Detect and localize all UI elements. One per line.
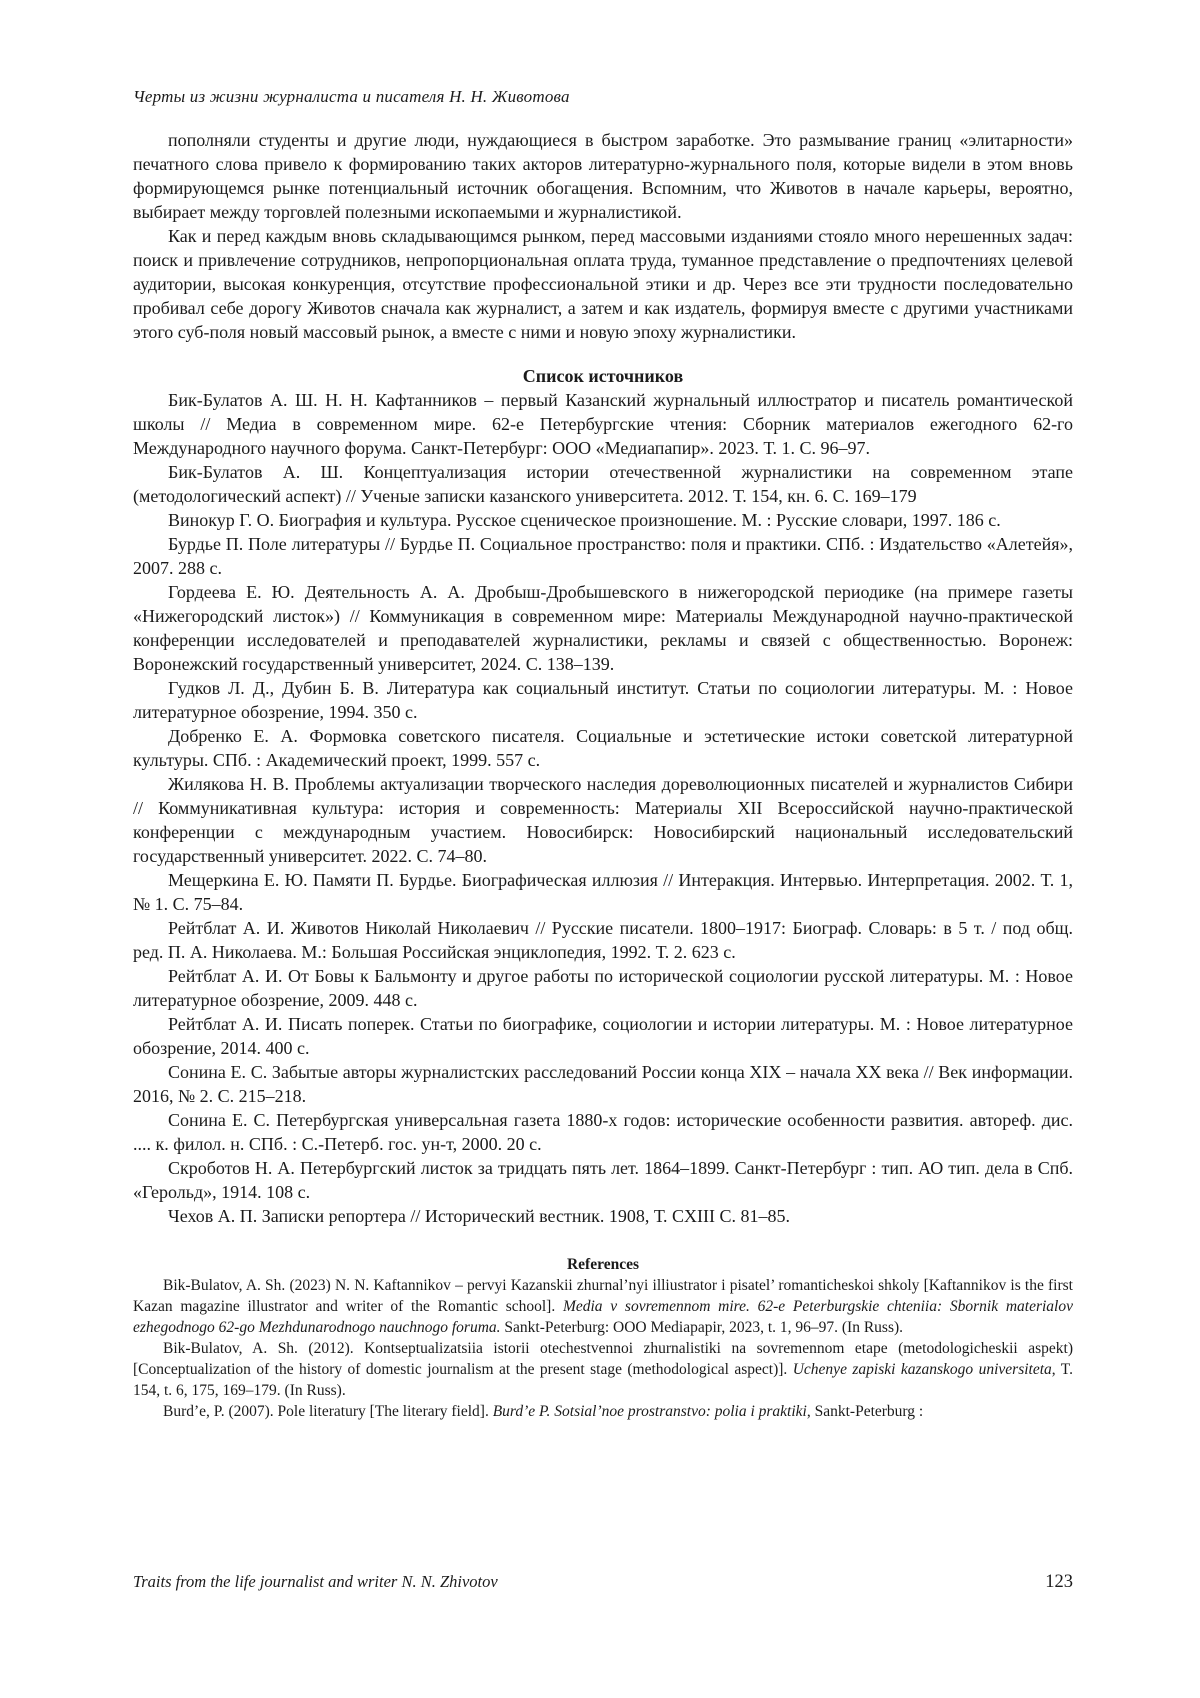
source-entry: Рейтблат А. И. От Бовы к Бальмонту и другое работы по исторической социологии русской литературы. М. : Новое литературное обозрение, 2009. 448 с. — [133, 966, 1073, 1010]
article-body — [133, 128, 1073, 344]
source-entry: Бик-Булатов А. Ш. Концептуализация истории отечественной журналистики на современном этапе (методологический аспект) // Ученые записки казанского университета. 2012. Т. 154, кн. 6. С. 169–179 — [133, 462, 1073, 506]
source-entry: Мещеркина Е. Ю. Памяти П. Бурдье. Биографическая иллюзия // Интеракция. Интервью. Интерпретация. 2002. Т. 1, № 1. С. 75–84. — [133, 870, 1073, 914]
reference-entry — [133, 1338, 1073, 1401]
reference-text: , Sankt-Peterburg : — [806, 1403, 924, 1420]
source-entry: Гудков Л. Д., Дубин Б. В. Литература как социальный институт. Статьи по социологии литературы. М. : Новое литературное обозрение, 1994. 350 с. — [133, 678, 1073, 722]
source-entry: Винокур Г. О. Биография и культура. Русское сценическое произношение. М. : Русские словари, 1997. 186 с. — [168, 510, 1001, 530]
body-paragraph: пополняли студенты и другие люди, нуждающиеся в быстром заработке. Это размывание границ «элитарности» печатного слова привело к формированию таких акторов литературно-журнального поля, которые видели в этом вновь формирующемся рынке потенциальный источник обогащения. Вспомним, что Животов в начале карьеры, вероятно, выбирает между торговлей полезными ископаемыми и журналистикой. — [133, 130, 1073, 222]
source-entry: Бурдье П. Поле литературы // Бурдье П. Социальное пространство: поля и практики. СПб. : Издательство «Алетейя», 2007. 288 с. — [133, 534, 1073, 578]
source-entry: Бик-Булатов А. Ш. Н. Н. Кафтанников – первый Казанский журнальный иллюстратор и писатель романтической школы // Медиа в современном мире. 62-е Петербургские чтения: Сборник материалов ежегодного 62-го Международного научного форума. Санкт-Петербург: ООО «Медиапапир». 2023. Т. 1. С. 96–97. — [133, 390, 1073, 458]
source-entry: Рейтблат А. И. Животов Николай Николаевич // Русские писатели. 1800–1917: Биограф. Словарь: в 5 т. / под общ. ред. П. А. Николаева. М.: Большая Российская энциклопедия, 1992. Т. 2. 623 с. — [133, 918, 1073, 962]
reference-title-italic: Media v sovremennom mire. 62-e Peterburgskie chteniia: Sbornik materialov ezhegodnogo 62-go Mezhdunarodnogo nauchnogo foruma. — [133, 1298, 1073, 1336]
page-footer — [133, 1572, 1073, 1593]
reference-entry — [133, 1401, 1073, 1422]
sources-heading: Список источников — [522, 366, 684, 386]
body-paragraph: Как и перед каждым вновь складывающимся рынком, перед массовыми изданиями стояло много нерешенных задач: поиск и привлечение сотрудников, непропорциональная оплата труда, туманное представление о предпочтениях целевой аудитории, высокая конкуренция, отсутствие профессиональной этики и др. Через все эти трудности последовательно пробивал себе дорогу Животов сначала как журналист, а затем и как издатель, формируя вместе с другими участниками этого суб-поля новый массовый рынок, а вместе с ними и новую эпоху журналистики. — [133, 226, 1073, 342]
references-heading: References — [566, 1256, 639, 1273]
source-entry: Жилякова Н. В. Проблемы актуализации творческого наследия дореволюционных писателей и журналистов Сибири // Коммуникативная культура: история и современность: Материалы XII Всероссийской научно-практической конференции с международным участием. Новосибирск: Новосибирский национальный исследовательский государственный университет. 2022. С. 74–80. — [133, 774, 1073, 866]
reference-text: Bik-Bulatov, A. Sh. (2012). Kontseptualizatsiia istorii otechestvennoi zhurnalistiki na sovremennom etape (metodologicheskii aspekt) [Conceptualization of the history of domestic journalism at the present stage (methodological aspect)]. — [133, 1340, 1073, 1378]
footer-running-title: Traits from the life journalist and writer N. N. Zhivotov — [133, 1572, 498, 1591]
reference-text: Sankt-Peterburg: OOO Mediapapir, 2023, t. 1, 96–97. (In Russ). — [500, 1319, 904, 1336]
source-entry: Добренко Е. А. Формовка советского писателя. Социальные и эстетические истоки советской литературной культуры. СПб. : Академический проект, 1999. 557 с. — [133, 726, 1073, 770]
source-entry: Чехов А. П. Записки репортера // Исторический вестник. 1908, Т. CXIII С. 81–85. — [168, 1206, 791, 1226]
source-entry: Скроботов Н. А. Петербургский листок за тридцать пять лет. 1864–1899. Санкт-Петербург : тип. АО тип. дела в Спб. «Герольд», 1914. 108 с. — [133, 1158, 1073, 1202]
page-number: 123 — [1045, 1572, 1073, 1592]
running-head: Черты из жизни журналиста и писателя Н. Н. Животова — [133, 87, 570, 106]
source-entry: Рейтблат А. И. Писать поперек. Статьи по биографике, социологии и истории литературы. М. : Новое литературное обозрение, 2014. 400 с. — [133, 1014, 1073, 1058]
source-entry: Сонина Е. С. Забытые авторы журналистских расследований России конца XIX – начала XX века // Век информации. 2016, № 2. С. 215–218. — [133, 1062, 1073, 1106]
references-list — [133, 1275, 1073, 1422]
source-entry: Гордеева Е. Ю. Деятельность А. А. Дробыш-Дробышевского в нижегородской периодике (на примере газеты «Нижегородский листок») // Коммуникация в современном мире: Материалы Международной научно-практической конференции исследователей и преподавателей журналистики, рекламы и связей с общественностью. Воронеж: Воронежский государственный университет, 2024. С. 138–139. — [133, 582, 1073, 674]
reference-title-italic: Burd’e P. Sotsial’noe prostranstvo: polia i praktiki — [492, 1403, 807, 1420]
reference-entry — [133, 1275, 1073, 1338]
source-entry: Сонина Е. С. Петербургская универсальная газета 1880-х годов: исторические особенности развития. автореф. дис. .... к. филол. н. СПб. : С.-Петерб. гос. ун-т, 2000. 20 с. — [133, 1110, 1073, 1154]
reference-text: Burd’e, P. (2007). Pole literatury [The literary field]. — [163, 1403, 493, 1420]
reference-text: , T. 154, t. 6, 175, 169–179. (In Russ). — [133, 1361, 1073, 1399]
sources-list — [133, 388, 1073, 1228]
reference-text: Bik-Bulatov, A. Sh. (2023) N. N. Kaftannikov – pervyi Kazanskii zhurnal’nyi illiustrator i pisatel’ romanticheskoi shkoly [Kaftannikov is the first Kazan magazine illustrator and writer of the Romantic school]. — [133, 1277, 1073, 1315]
reference-title-italic: Uchenye zapiski kazanskogo universiteta — [792, 1361, 1052, 1378]
